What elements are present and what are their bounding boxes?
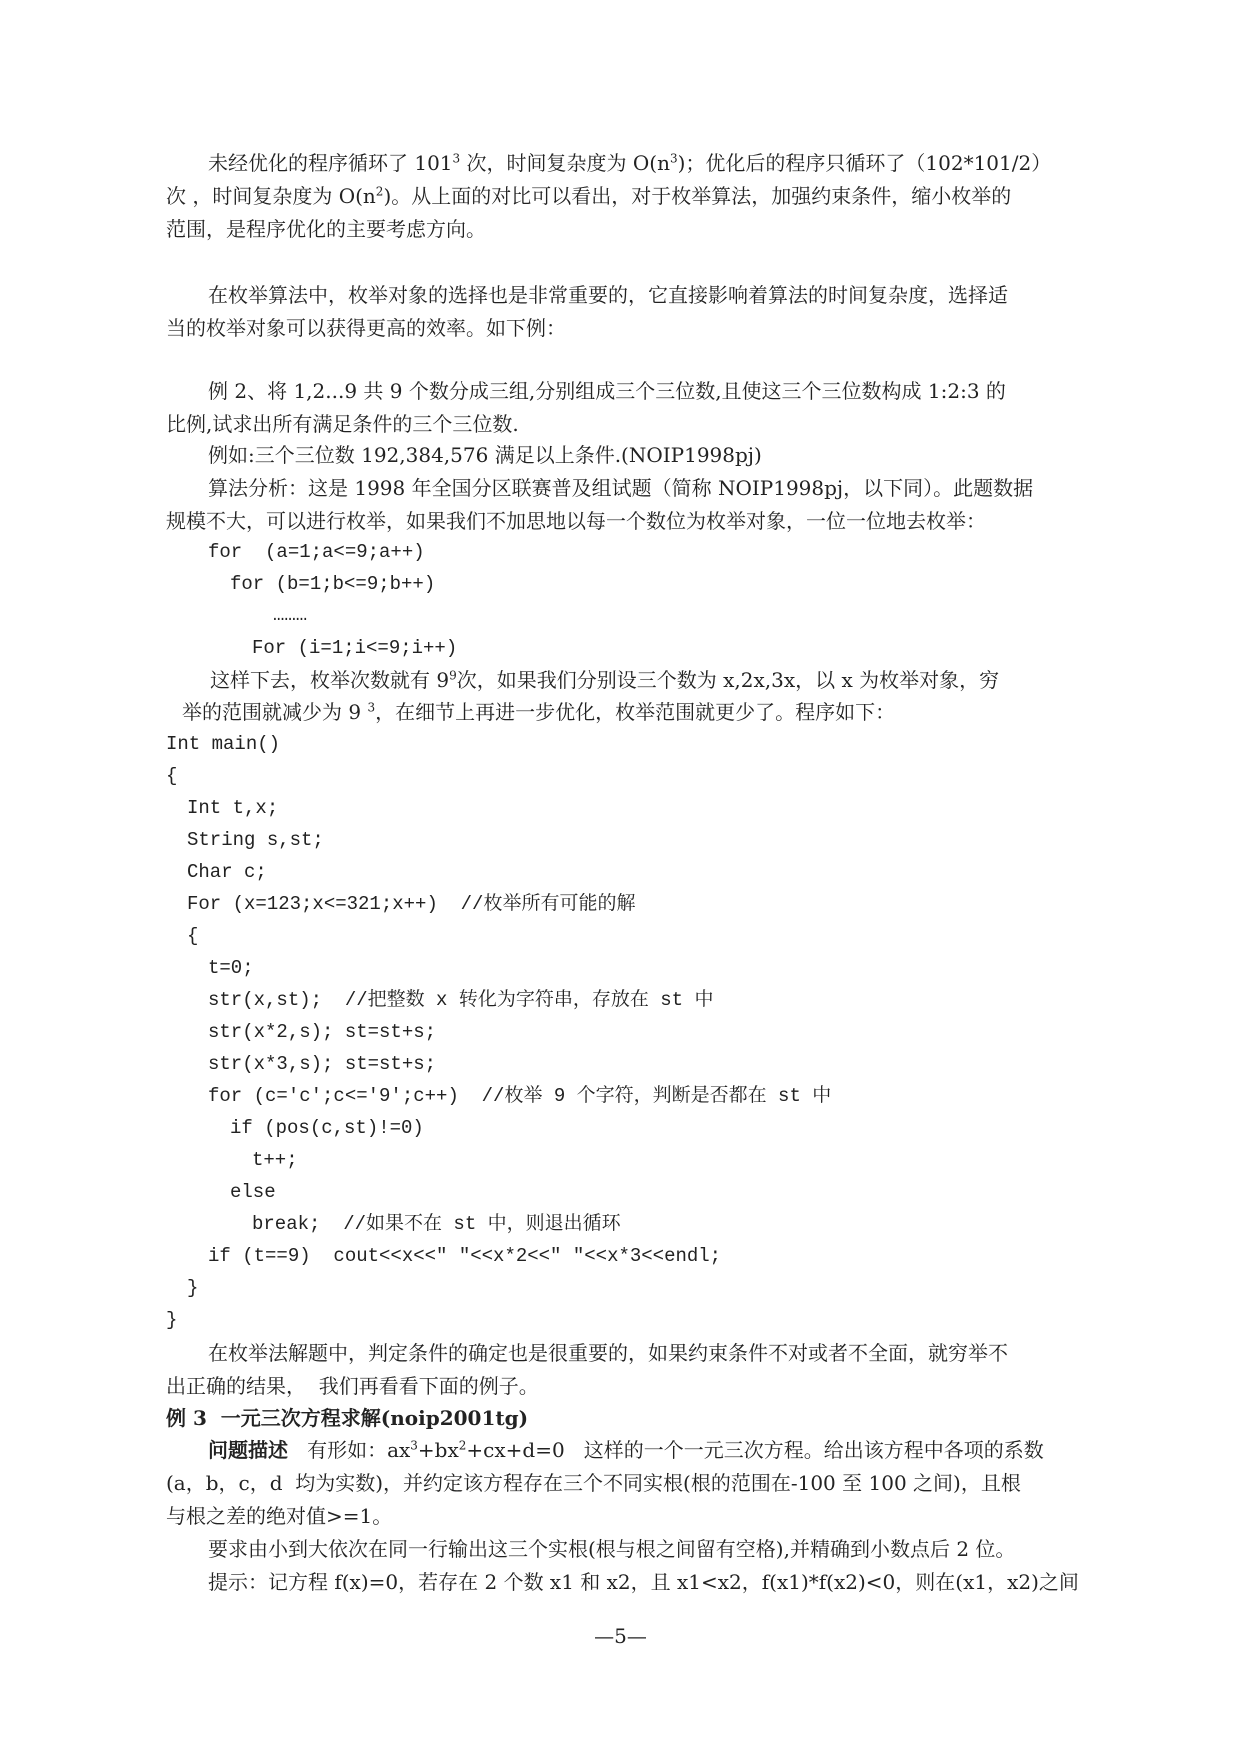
code-line: break; //如果不在 st 中，则退出循环: [252, 1213, 621, 1235]
example2-line4: 算法分析：这是 1998 年全国分区联赛普及组试题（简称 NOIP1998pj，以下同）。此题数据: [208, 476, 1034, 500]
para2-line1: 在枚举算法中，枚举对象的选择也是非常重要的，它直接影响着算法的时间复杂度，选择适: [208, 283, 1008, 307]
code-line: Char c;: [187, 861, 267, 883]
code-line: }: [166, 1309, 178, 1331]
code-line: String s,st;: [187, 829, 324, 851]
problem-description-label: 问题描述: [208, 1438, 288, 1462]
para1-line3: 范围，是程序优化的主要考虑方向。: [166, 217, 486, 241]
code-line: t=0;: [208, 957, 254, 979]
para2-line2: 当的枚举对象可以获得更高的效率。如下例：: [166, 316, 566, 340]
example3-line3: 与根之差的绝对值>=1。: [166, 1504, 393, 1528]
page-number: —5—: [594, 1624, 647, 1648]
example2-line1: 例 2、将 1,2...9 共 9 个数分成三组,分别组成三个三位数,且使这三个三位数构成 1:2:3 的: [208, 379, 1006, 403]
code-line: Int main(): [166, 733, 281, 755]
para1-line1: 未经优化的程序循环了 $101^3$ 次，时间复杂度为 $O(n^3)$；优化后的程序只循环了（102*101/2）: [208, 151, 1052, 175]
code-line: if (pos(c,st)!=0): [230, 1117, 424, 1139]
example3-line1: 问题描述 有形如：$ax^3+bx^2+cx+d=0$ 这样的一个一元三次方程。给出该方程中各项的系数: [208, 1438, 1044, 1462]
code-line: {: [166, 765, 178, 787]
example2-line5: 规模不大，可以进行枚举，如果我们不加思地以每一个数位为枚举对象，一位一位地去枚举：: [166, 509, 986, 533]
code-line: For (x=123;x<=321;x++) //枚举所有可能的解: [187, 893, 636, 915]
code-line: {: [187, 925, 199, 947]
code-line: for (c='c';c<='9';c++) //枚举 9 个字符，判断是否都在 st 中: [208, 1085, 832, 1107]
para3-line2: 举的范围就减少为 9 $^3$，在细节上再进一步优化，枚举范围就更少了。程序如下：: [182, 700, 896, 724]
loop-line: For (i=1;i<=9;i++): [252, 637, 458, 659]
code-line: }: [187, 1277, 199, 1299]
code-line: else: [230, 1181, 276, 1203]
example3-title: 例 3 一元三次方程求解(noip2001tg): [166, 1406, 529, 1430]
para4-line2: 出正确的结果， 我们再看看下面的例子。: [166, 1374, 539, 1398]
para4-line1: 在枚举法解题中，判定条件的确定也是很重要的，如果约束条件不对或者不全面，就穷举不: [208, 1341, 1008, 1365]
example2-line2: 比例,试求出所有满足条件的三个三位数.: [166, 412, 519, 436]
example2-line3: 例如:三个三位数 192,384,576 满足以上条件.(NOIP1998pj): [208, 443, 762, 467]
code-line: Int t,x;: [187, 797, 279, 819]
loop-line: for (a=1;a<=9;a++): [208, 541, 425, 563]
code-line: str(x*2,s); st=st+s;: [208, 1021, 437, 1043]
loop-line: for (b=1;b<=9;b++): [230, 573, 436, 595]
para1-line2: 次 ，时间复杂度为 $O(n^2)$。从上面的对比可以看出，对于枚举算法，加强约束条件，缩小枚举的: [166, 184, 1012, 208]
example3-line5: 提示：记方程 f(x)=0，若存在 2 个数 x1 和 x2，且 x1<x2，f(x1)*f(x2)<0，则在(x1，x2)之间: [208, 1570, 1079, 1594]
example3-line4: 要求由小到大依次在同一行输出这三个实根(根与根之间留有空格),并精确到小数点后 2 位。: [208, 1537, 1016, 1561]
code-line: str(x*3,s); st=st+s;: [208, 1053, 437, 1075]
code-line: str(x,st); //把整数 x 转化为字符串，存放在 st 中: [208, 989, 714, 1011]
example3-line2: (a，b，c，d 均为实数)，并约定该方程存在三个不同实根(根的范围在-100 至 100 之间)，且根: [166, 1471, 1021, 1495]
para3-line1: 这样下去，枚举次数就有 $9^9$次，如果我们分别设三个数为 x,2x,3x，以 x 为枚举对象，穷: [210, 668, 1000, 692]
code-line: if (t==9) cout<<x<<" "<<x*2<<" "<<x*3<<endl;: [208, 1245, 722, 1267]
loop-line: ………: [273, 604, 308, 626]
code-line: t++;: [252, 1149, 298, 1171]
